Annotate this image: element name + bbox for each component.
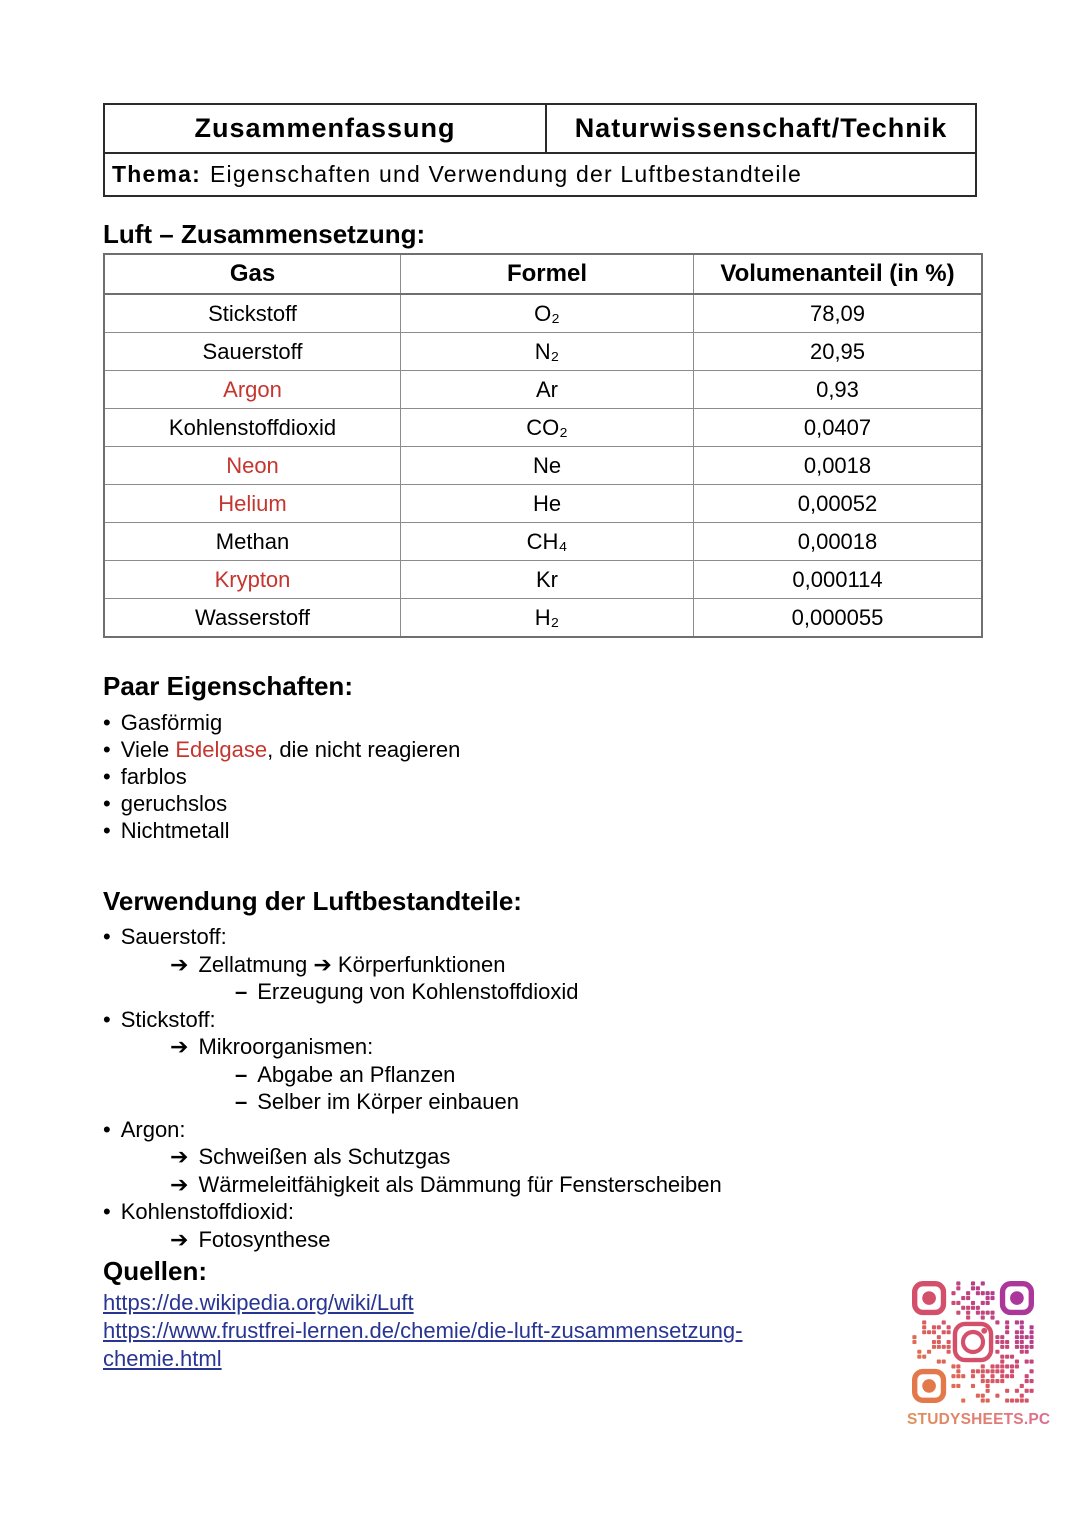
list-item xyxy=(103,817,460,844)
list-item xyxy=(103,736,460,763)
table-row xyxy=(104,371,982,409)
list-item-text: Fotosynthese xyxy=(198,1226,331,1252)
header-table xyxy=(103,103,977,197)
list-item xyxy=(103,951,722,979)
list-item xyxy=(103,763,460,790)
arrow-icon: ➔ xyxy=(170,1034,189,1059)
bullet-icon: • xyxy=(103,1006,111,1032)
anteil-cell: 0,0018 xyxy=(694,447,983,485)
list-item xyxy=(103,1006,722,1034)
gas-cell: Sauerstoff xyxy=(104,333,401,371)
thema-text: Eigenschaften und Verwendung der Luftbestandteile xyxy=(210,161,803,187)
formel-cell: Kr xyxy=(401,561,694,599)
formel-cell: N₂ xyxy=(401,333,694,371)
list-item-text: Mikroorganismen: xyxy=(198,1034,374,1059)
list-item xyxy=(103,1061,722,1089)
formel-cell: CO₂ xyxy=(401,409,694,447)
bullet-icon: • xyxy=(103,791,111,816)
table-row xyxy=(104,599,982,638)
dash-icon: – xyxy=(235,979,248,1004)
column-header-formel: Formel xyxy=(401,254,694,294)
formel-cell: CH₄ xyxy=(401,523,694,561)
quellen-heading: Quellen: xyxy=(103,1256,208,1286)
quellen-section xyxy=(103,1256,813,1373)
list-item-text: Argon: xyxy=(120,1116,186,1142)
table-row xyxy=(104,294,982,333)
table-row xyxy=(104,485,982,523)
anteil-cell: 78,09 xyxy=(694,294,983,333)
bullet-icon: • xyxy=(103,710,111,735)
gas-cell: Wasserstoff xyxy=(104,599,401,638)
anteil-cell: 0,00018 xyxy=(694,523,983,561)
list-item xyxy=(103,1171,722,1199)
anteil-cell: 20,95 xyxy=(694,333,983,371)
list-item xyxy=(103,1198,722,1226)
qr-block xyxy=(907,1281,1051,1429)
dash-icon: – xyxy=(235,1089,248,1114)
list-item-text: Zellatmung ➔ Körperfunktionen xyxy=(198,951,506,977)
arrow-icon: ➔ xyxy=(170,1226,189,1252)
arrow-icon: ➔ xyxy=(170,1171,189,1197)
gas-cell: Stickstoff xyxy=(104,294,401,333)
list-item-text: Gasförmig xyxy=(120,710,223,735)
gas-cell: Krypton xyxy=(104,561,401,599)
list-item-text: Wärmeleitfähigkeit als Dämmung für Fensterscheiben xyxy=(198,1171,722,1197)
formel-cell: H₂ xyxy=(401,599,694,638)
list-item xyxy=(103,1088,722,1116)
list-item-text: Stickstoff: xyxy=(120,1006,216,1032)
red-highlight: Edelgase xyxy=(175,737,268,762)
gas-cell: Kohlenstoffdioxid xyxy=(104,409,401,447)
list-item-text: Schweißen als Schutzgas xyxy=(198,1144,451,1169)
list-item-text: Erzeugung von Kohlenstoffdioxid xyxy=(257,979,579,1004)
composition-heading: Luft – Zusammensetzung: xyxy=(103,219,426,249)
table-row xyxy=(104,561,982,599)
doc-type-cell: Zusammenfassung xyxy=(105,105,547,152)
link-wikipedia[interactable]: https://de.wikipedia.org/wiki/Luft xyxy=(103,1290,414,1315)
list-item-text: farblos xyxy=(120,764,187,789)
bullet-icon: • xyxy=(103,818,111,843)
formel-cell: O₂ xyxy=(401,294,694,333)
column-header-anteil: Volumenanteil (in %) xyxy=(694,254,983,294)
list-item xyxy=(103,790,460,817)
thema-row xyxy=(105,154,975,195)
formel-cell: Ar xyxy=(401,371,694,409)
eigenschaften-section xyxy=(103,671,460,844)
bullet-icon: • xyxy=(103,924,111,949)
list-item xyxy=(103,923,722,951)
list-item-text: Viele Edelgase, die nicht reagieren xyxy=(120,737,461,762)
formel-cell: Ne xyxy=(401,447,694,485)
table-row xyxy=(104,333,982,371)
dash-icon: – xyxy=(235,1061,248,1087)
gas-cell: Methan xyxy=(104,523,401,561)
list-item xyxy=(103,1116,722,1144)
table-row xyxy=(104,409,982,447)
list-item-text: geruchslos xyxy=(120,791,228,816)
gas-table xyxy=(103,253,983,638)
thema-label: Thema: xyxy=(112,161,201,187)
eigenschaften-list xyxy=(103,709,460,844)
anteil-cell: 0,000114 xyxy=(694,561,983,599)
bullet-icon: • xyxy=(103,1116,111,1142)
gas-cell: Argon xyxy=(104,371,401,409)
gas-cell: Neon xyxy=(104,447,401,485)
list-item-text: Kohlenstoffdioxid: xyxy=(120,1199,294,1224)
verwendung-heading: Verwendung der Luftbestandteile: xyxy=(103,886,522,916)
anteil-cell: 0,93 xyxy=(694,371,983,409)
list-item xyxy=(103,709,460,736)
table-row xyxy=(104,523,982,561)
subject-cell: Naturwissenschaft/Technik xyxy=(574,113,948,143)
formel-cell: He xyxy=(401,485,694,523)
list-item-text: Selber im Körper einbauen xyxy=(257,1089,519,1114)
instagram-qr-code xyxy=(907,1281,1039,1408)
list-item-text: Abgabe an Pflanzen xyxy=(257,1061,456,1087)
verwendung-section xyxy=(103,886,722,1253)
list-item xyxy=(103,978,722,1006)
qr-caption: STUDYSHEETS.PC xyxy=(907,1411,1051,1428)
bullet-icon: • xyxy=(103,1199,111,1224)
bullet-icon: • xyxy=(103,737,111,762)
bullet-icon: • xyxy=(103,764,111,789)
arrow-icon: ➔ xyxy=(170,1144,189,1169)
list-item-text: Sauerstoff: xyxy=(120,924,227,949)
list-item-text: Nichtmetall xyxy=(120,818,230,843)
gas-cell: Helium xyxy=(104,485,401,523)
header-row xyxy=(105,105,975,154)
arrow-icon: ➔ xyxy=(170,951,189,977)
link-frustfrei-lernen[interactable]: https://www.frustfrei-lernen.de/chemie/die-luft-zusammensetzung-chemie.html xyxy=(103,1318,743,1371)
gas-table-header-row xyxy=(104,254,982,294)
anteil-cell: 0,000055 xyxy=(694,599,983,638)
column-header-gas: Gas xyxy=(104,254,401,294)
list-item xyxy=(103,1033,722,1061)
anteil-cell: 0,00052 xyxy=(694,485,983,523)
list-item xyxy=(103,1226,722,1254)
anteil-cell: 0,0407 xyxy=(694,409,983,447)
verwendung-list xyxy=(103,923,722,1253)
table-row xyxy=(104,447,982,485)
list-item xyxy=(103,1143,722,1171)
eigenschaften-heading: Paar Eigenschaften: xyxy=(103,671,353,701)
